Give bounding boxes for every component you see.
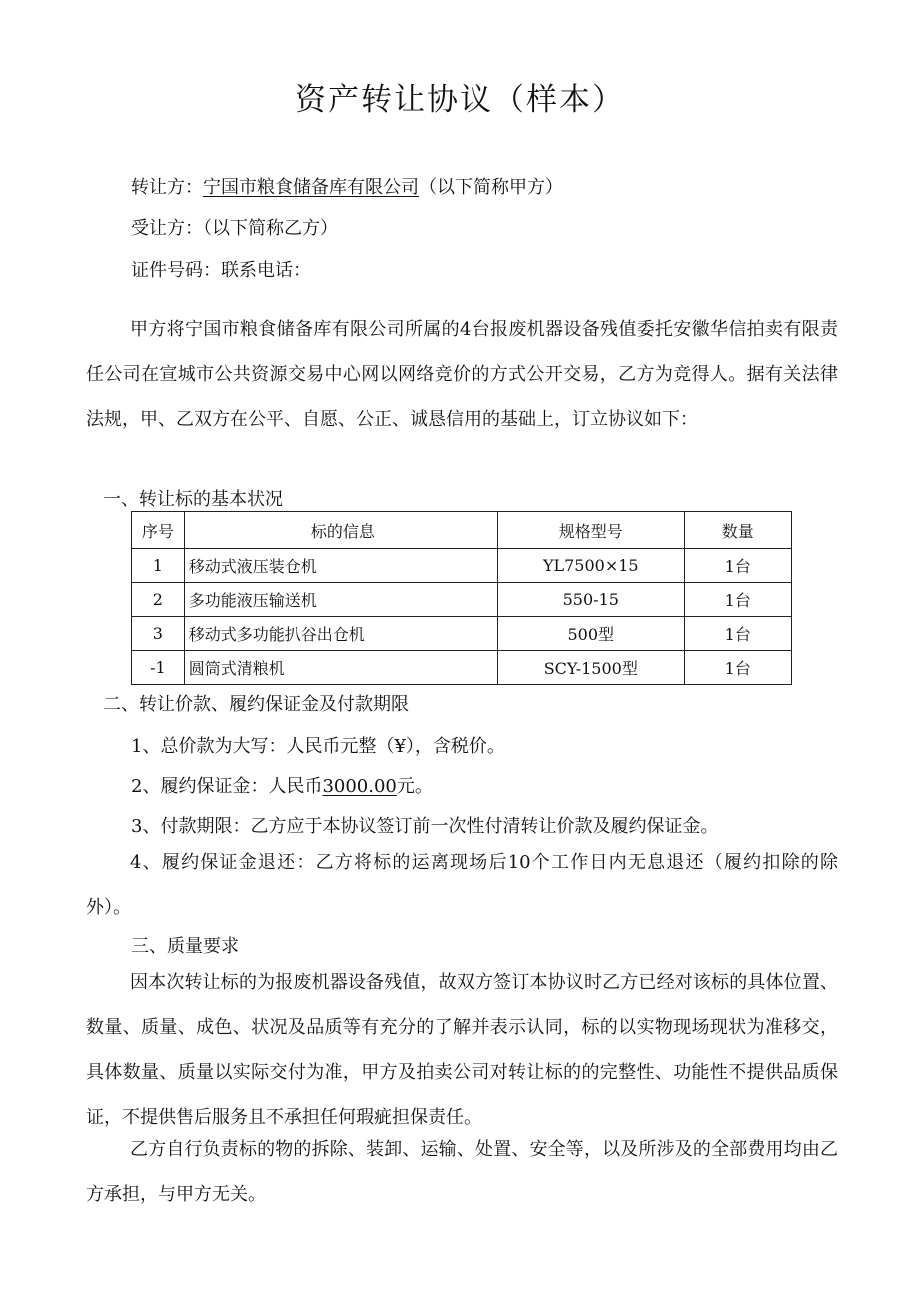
section1-heading: 一、转让标的基本状况 <box>103 489 283 510</box>
table-row <box>132 549 792 583</box>
table-header-row <box>132 512 792 549</box>
intro-paragraph: 甲方将宁国市粮食储备库有限公司所属的4台报废机器设备残值委托安徽华信拍卖有限责任公司在宣城市公共资源交易中心网以网络竞价的方式公开交易，乙方为竞得人。据有关法律法规，甲、乙双方在公平、自愿、公正、诚恳信用的基础上，订立协议如下： <box>86 319 838 430</box>
cell-name: 移动式多功能扒谷出仓机 <box>184 617 497 651</box>
cell-qty: 1台 <box>684 617 791 651</box>
deposit-suffix: 元。 <box>396 776 433 797</box>
id-phone-line: 证件号码：联系电话： <box>131 260 311 281</box>
items-table <box>131 511 792 685</box>
section3-paragraph-1: 因本次转让标的为报废机器设备残值，故双方签订本协议时乙方已经对该标的具体位置、数量、质量、成色、状况及品质等有充分的了解并表示认同，标的以实物现场现状为准移交，具体数量、质量以实际交付为准，甲方及拍卖公司对转让标的的完整性、功能性不提供品质保证，不提供售后服务且不承担任何瑕疵担保责任。 <box>86 972 838 1128</box>
cell-name: 多功能液压输送机 <box>184 583 497 617</box>
cell-qty: 1台 <box>684 583 791 617</box>
cell-spec: 500型 <box>498 617 684 651</box>
cell-no: 2 <box>132 583 185 617</box>
transferor-label: 转让方： <box>131 177 203 198</box>
col-header-qty: 数量 <box>684 512 791 549</box>
cell-spec: SCY-1500型 <box>498 651 684 685</box>
page-title: 资产转让协议（样本） <box>295 82 625 118</box>
cell-qty: 1台 <box>684 651 791 685</box>
transferee-suffix: （以下简称乙方） <box>203 218 338 239</box>
section2-item4: 4、履约保证金退还：乙方将标的运离现场后10个工作日内无息退还（履约扣除的除外）。 <box>86 852 838 918</box>
cell-name: 移动式液压装仓机 <box>184 549 497 583</box>
section2-item3: 3、付款期限：乙方应于本协议签订前一次性付清转让价款及履约保证金。 <box>131 816 719 837</box>
section3-heading: 三、质量要求 <box>131 936 239 957</box>
col-header-no: 序号 <box>132 512 185 549</box>
deposit-amount: 3000.00 <box>322 776 397 797</box>
cell-no: 3 <box>132 617 185 651</box>
table-row <box>132 617 792 651</box>
section2-heading: 二、转让价款、履约保证金及付款期限 <box>103 694 409 715</box>
section2-item1: 1、总价款为大写：人民币元整（¥），含税价。 <box>131 736 505 757</box>
table-row <box>132 651 792 685</box>
cell-qty: 1台 <box>684 549 791 583</box>
transferee-label: 受让方： <box>131 218 203 239</box>
table-row <box>132 583 792 617</box>
cell-spec: YL7500×15 <box>498 549 684 583</box>
section3-paragraph-2: 乙方自行负责标的物的拆除、装卸、运输、处置、安全等，以及所涉及的全部费用均由乙方承担，与甲方无关。 <box>86 1139 838 1205</box>
transferor-line <box>131 173 563 199</box>
col-header-spec: 规格型号 <box>498 512 684 549</box>
section2-item2 <box>131 772 433 798</box>
transferee-line <box>131 214 338 240</box>
transferor-suffix: （以下简称甲方） <box>419 177 563 198</box>
col-header-name: 标的信息 <box>184 512 497 549</box>
cell-no: 1 <box>132 549 185 583</box>
cell-no: -1 <box>132 651 185 685</box>
transferor-name: 宁国市粮食储备库有限公司 <box>203 177 419 198</box>
deposit-prefix: 2、履约保证金：人民币 <box>131 776 323 797</box>
cell-name: 圆筒式清粮机 <box>184 651 497 685</box>
cell-spec: 550-15 <box>498 583 684 617</box>
